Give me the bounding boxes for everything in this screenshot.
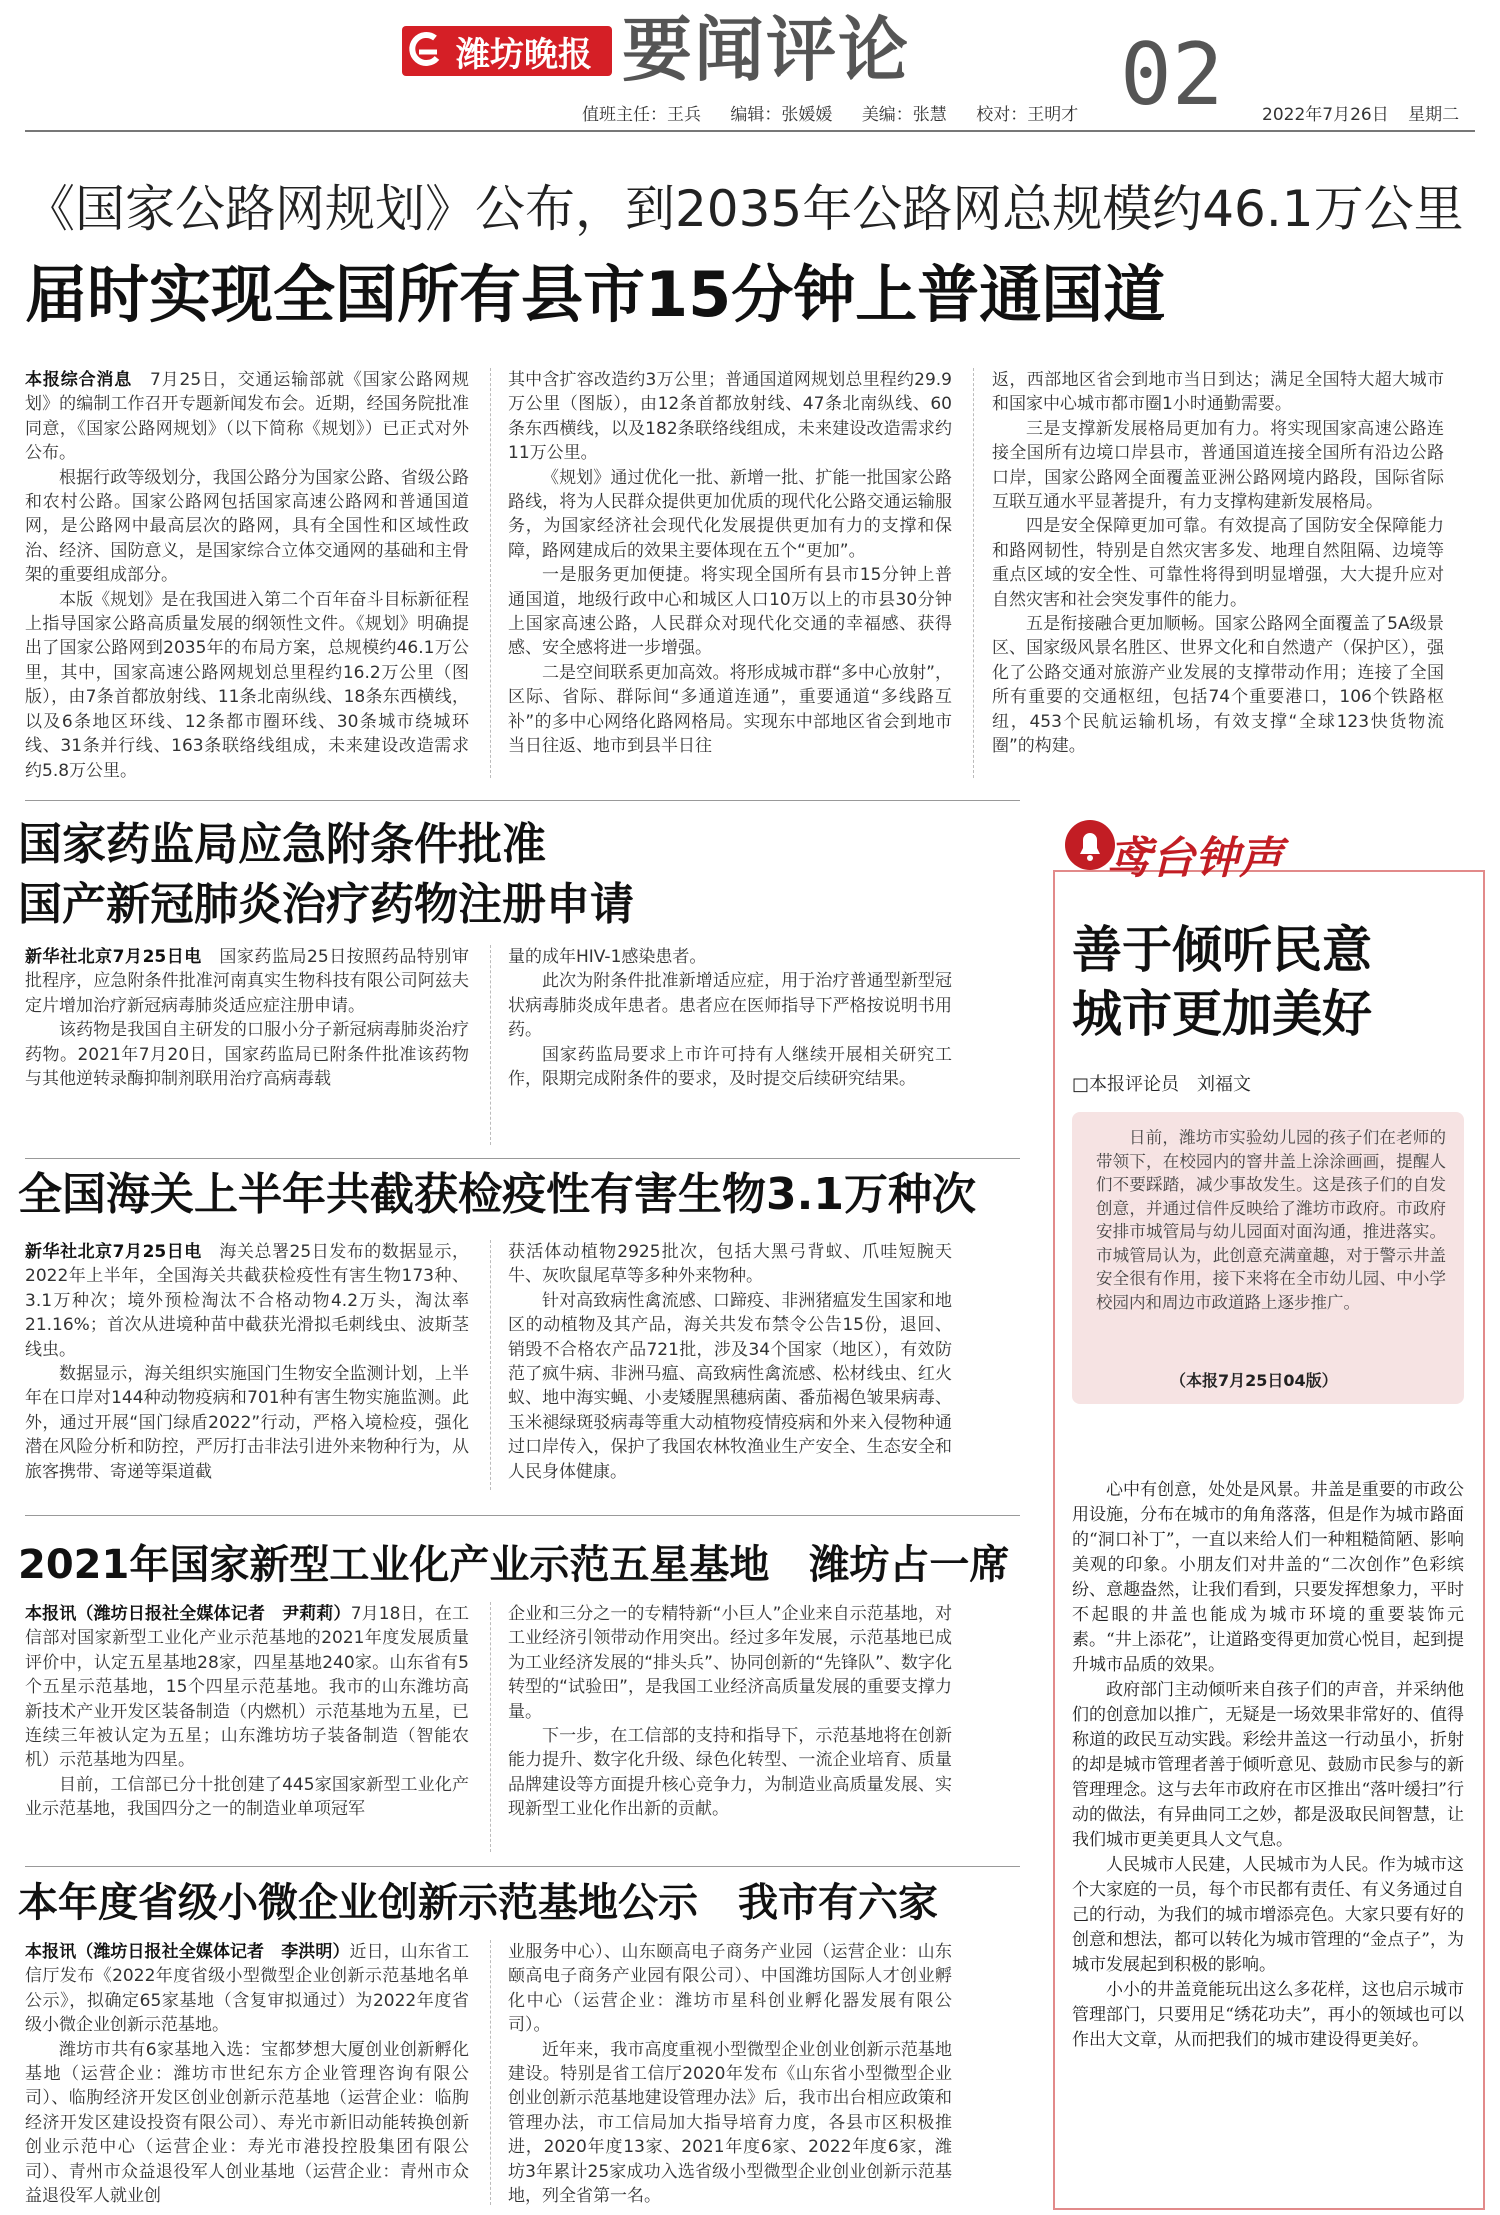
paragraph: 下一步，在工信部的支持和指导下，示范基地将在创新能力提升、数字化升级、绿色化转型、一流企业培育、质量品牌建设等方面提升核心竞争力，为制造业高质量发展、实现新型工业化作出新的贡献。 (508, 1726, 952, 1820)
paragraph: 数据显示，海关组织实施国门生物安全监测计划，上半年在口岸对144种动物疫病和701种有害生物实施监测。此外，通过开展“国门绿盾2022”行动，严格入境检疫，强化潜在风险分析和防控，严厉打击非法引进外来物种行为，从旅客携带、寄递等渠道截 (25, 1364, 469, 1482)
paragraph: 获活体动植物2925批次，包括大黑弓背蚁、爪哇短腕天牛、灰吹鼠尾草等多种外来物种。 (508, 1242, 952, 1287)
lead-pre-title: 《国家公路网规划》公布，到2035年公路网总规模约46.1万公里 (25, 180, 1464, 238)
sme-title: 本年度省级小微企业创新示范基地公示 我市有六家 (18, 1880, 938, 1926)
commentary-title (1072, 918, 1372, 1046)
customs-column-1 (25, 1240, 469, 1484)
drug-column-1 (25, 945, 469, 1091)
paragraph: 四是安全保障更加可靠。有效提高了国防安全保障能力和路网韧性，特别是自然灾害多发、地理自然阻隔、边境等重点区域的安全性、可靠性将得到明显增强，大大提升应对自然灾害和社会突发事件的能力。 (992, 516, 1444, 610)
lead-column-1 (25, 368, 469, 783)
column-divider (490, 945, 491, 1145)
paragraph: 根据行政等级划分，我国公路分为国家公路、省级公路和农村公路。国家公路网包括国家高速公路网和普通国道网，是公路网中最高层次的路网，具有全国性和区域性政治、经济、国防意义，是国家综合立体交通网的基础和主骨架的重要组成部分。 (25, 467, 469, 586)
section-divider (25, 800, 1020, 801)
commentary-title-line2: 城市更加美好 (1072, 985, 1372, 1043)
paragraph: 五是衔接融合更加顺畅。国家公路网全面覆盖了5A级景区、国家级风景名胜区、世界文化和自然遗产（保护区），强化了公路交通对旅游产业发展的支撑带动作用；连接了全国所有重要的交通枢纽，包括74个重要港口，106个铁路枢纽，453个民航运输机场，有效支撑“全球123快货物流圈”的构建。 (992, 614, 1444, 757)
industry-column-2 (508, 1602, 952, 1822)
paragraph: 本报综合消息 7月25日，交通运输部就《国家公路网规划》的编制工作召开专题新闻发布会。近期，经国务院批准同意，《国家公路网规划》（以下简称《规划》）已正式对外公布。 (25, 370, 469, 464)
dateline-label: 本报综合消息 (25, 370, 133, 390)
paragraph: 人民城市人民建，人民城市为人民。作为城市这个大家庭的一员，每个市民都有责任、有义务通过自己的行动，为我们的城市增添亮色。大家只要有好的创意和想法，都可以转化为城市管理的“金点子”，为城市发展起到积极的影响。 (1072, 1855, 1464, 1975)
section-divider (25, 1515, 1020, 1516)
lead-column-2 (508, 368, 952, 759)
column-brand-text: 鸢台钟声 (1107, 833, 1283, 884)
section-divider (25, 1158, 1020, 1159)
paragraph: 该药物是我国自主研发的口服小分子新冠病毒肺炎治疗药物。2021年7月20日，国家药监局已附条件批准该药物与其他逆转录酶抑制剂联用治疗高病毒载 (25, 1020, 469, 1090)
dateline-label: 本报讯（潍坊日报社全媒体记者 李洪明） (25, 1942, 350, 1962)
lead-column-3 (992, 368, 1444, 759)
masthead-divider (25, 130, 1475, 132)
page-number: 02 (1120, 25, 1224, 125)
customs-title: 全国海关上半年共截获检疫性有害生物3.1万种次 (18, 1169, 976, 1220)
drug-title-line1: 国家药监局应急附条件批准 (18, 819, 546, 870)
paragraph: 政府部门主动倾听来自孩子们的声音，并采纳他们的创意加以推广，无疑是一场效果非常好的、值得称道的政民互动实践。彩绘井盖这一行动虽小，折射的却是城市管理者善于倾听意见、鼓励市民参与的新管理理念。这与去年市政府在市区推出“落叶缓扫”行动的做法，有异曲同工之妙，都是汲取民间智慧，让我们城市更美更具人文气息。 (1072, 1680, 1464, 1850)
column-divider (490, 1940, 491, 2205)
paragraph: 潍坊市共有6家基地入选：宝都梦想大厦创业创新孵化基地（运营企业：潍坊市世纪东方企业管理咨询有限公司）、临朐经济开发区创业创新示范基地（运营企业：临朐经济开发区建设投资有限公司）、寿光市新旧动能转换创新创业示范中心（运营企业：寿光市港投控股集团有限公司）、青州市众益退役军人创业基地（运营企业：青州市众益退役军人就业创 (25, 2039, 469, 2207)
commentary-title-line1: 善于倾听民意 (1072, 921, 1372, 979)
column-divider (490, 368, 491, 778)
paragraph: 《规划》通过优化一批、新增一批、扩能一批国家公路路线，将为人民群众提供更加优质的现代化公路交通运输服务，为国家经济社会现代化发展提供更加有力的支撑和保障，路网建成后的效果主要体现在五个“更加”。 (508, 467, 952, 561)
dateline-label: 新华社北京7月25日电 (25, 1242, 202, 1262)
editor-credits (582, 100, 1102, 125)
industry-title: 2021年国家新型工业化产业示范五星基地 潍坊占一席 (18, 1542, 1010, 1588)
paragraph: 本报讯（潍坊日报社全媒体记者 李洪明）近日，山东省工信厅发布《2022年度省级小型微型企业创新示范基地名单公示》，拟确定65家基地（含复审拟通过）为2022年度省级小微企业创新示范基地。 (25, 1942, 470, 2036)
paragraph: 返，西部地区省会到地市当日到达；满足全国特大超大城市和国家中心城市都市圈1小时通勤需要。 (992, 370, 1444, 415)
lead-headline: 届时实现全国所有县市15分钟上普通国道 (25, 258, 1166, 331)
paragraph: 国家药监局要求上市许可持有人继续开展相关研究工作，限期完成附条件的要求，及时提交后续研究结果。 (508, 1044, 952, 1090)
drug-column-2 (508, 945, 952, 1091)
paragraph: 二是空间联系更加高效。将形成城市群“多中心放射”，区际、省际、群际间“多通道连通”，重要通道“多线路互补”的多中心网络化路网格局。实现东中部地区省会到地市当日往返、地市到县半日往 (508, 662, 952, 757)
issue-date (1262, 100, 1473, 125)
date: 2022年7月26日 (1262, 105, 1389, 125)
drug-title-line2: 国产新冠肺炎治疗药物注册申请 (18, 879, 634, 930)
paragraph: 近年来，我市高度重视小型微型企业创业创新示范基地建设。特别是省工信厅2020年发布《山东省小型微型企业创业创新示范基地建设管理办法》后，我市出台相应政策和管理办法，市工信局加大指导培育力度，各县市区积极推进，2020年度13家、2021年度6家、2022年度6家，潍坊3年累计25家成功入选省级小型微型企业创业创新示范基地，列全省第一名。 (508, 2039, 952, 2207)
editor-credit: 值班主任：王兵 (582, 105, 701, 125)
paragraph: 业服务中心）、山东颐高电子商务产业园（运营企业：山东颐高电子商务产业园有限公司）、中国潍坊国际人才创业孵化中心（运营企业：潍坊市星科创业孵化器发展有限公司）。 (508, 1942, 952, 2036)
paragraph: 量的成年HIV-1感染患者。 (508, 947, 707, 967)
editor-credit: 校对：王明才 (976, 105, 1079, 125)
commentary-body (1072, 1478, 1464, 2053)
industry-column-1 (25, 1602, 469, 1822)
dateline-label: 本报讯（潍坊日报社全媒体记者 尹莉莉） (25, 1604, 351, 1624)
excerpt-source: （本报7月25日04版） (1170, 1371, 1338, 1390)
paragraph: 新华社北京7月25日电 海关总署25日发布的数据显示，2022年上半年，全国海关共截获检疫性有害生物173种、3.1万种次；境外预检淘汰不合格动物4.2万头，淘汰率21.16%；首次从进境种苗中截获光滑拟毛刺线虫、波斯茎线虫。 (25, 1242, 469, 1360)
section-divider (25, 1866, 1020, 1867)
customs-column-2 (508, 1240, 952, 1484)
column-divider (973, 368, 974, 778)
paragraph: 新华社北京7月25日电 国家药监局25日按照药品特别审批程序，应急附条件批准河南真实生物科技有限公司阿兹夫定片增加治疗新冠病毒肺炎适应症注册申请。 (25, 947, 469, 1016)
paragraph: 针对高致病性禽流感、口蹄疫、非洲猪瘟发生国家和地区的动植物及其产品，海关共发布禁令公告15份，退回、销毁不合格农产品721批，涉及34个国家（地区），有效防范了疯牛病、非洲马瘟、高致病性禽流感、松材线虫、红火蚁、地中海实蝇、小麦矮腥黑穗病菌、番茄褐色皱果病毒、玉米褪绿斑驳病毒等重大动植物疫情疫病和外来入侵物种通过口岸传入，保护了我国农林牧渔业生产安全、生态安全和人民身体健康。 (508, 1290, 952, 1482)
paragraph: 心中有创意，处处是风景。井盖是重要的市政公用设施，分布在城市的角角落落，但是作为城市路面的“洞口补丁”，一直以来给人们一种粗糙简陋、影响美观的印象。小朋友们对井盖的“二次创作”色彩缤纷、意趣盎然，让我们看到，只要发挥想象力，平时不起眼的井盖也能成为城市环境的重要装饰元素。“井上添花”，让道路变得更加赏心悦目，起到提升城市品质的效果。 (1072, 1480, 1464, 1675)
brand-name: 潍坊晚报 (456, 34, 592, 75)
brand-logo-icon (405, 28, 447, 74)
commentary-byline: □本报评论员 刘福文 (1072, 1074, 1252, 1095)
paragraph: 本版《规划》是在我国进入第二个百年奋斗目标新征程上指导国家公路高质量发展的纲领性文件。《规划》明确提出了国家公路网到2035年的布局方案，总规模约46.1万公里，其中，国家高速公路网规划总里程约16.2万公里（图版），由7条首都放射线、11条北南纵线、18条东西横线，以及6条地区环线、12条都市圈环线、30条城市绕城环线、31条并行线、163条联络线组成，未来建设改造需求约5.8万公里。 (25, 589, 469, 781)
paragraph: 日前，潍坊市实验幼儿园的孩子们在老师的带领下，在校园内的窨井盖上涂涂画画，提醒人们不要踩踏，减少事故发生。这是孩子们的自发创意，并通过信件反映给了潍坊市政府。市政府安排市城管局与幼儿园面对面沟通，推进落实。市城管局认为，此创意充满童趣，对于警示井盖安全很有作用，接下来将在全市幼儿园、中小学校园内和周边市政道路上逐步推广。 (1096, 1128, 1446, 1312)
column-brand (1107, 822, 1283, 886)
paragraph: 小小的井盖竟能玩出这么多花样，这也启示城市管理部门，只要用足“绣花功夫”，再小的领域也可以作出大文章，从而把我们的城市建设得更美好。 (1072, 1980, 1464, 2050)
paragraph: 目前，工信部已分十批创建了445家国家新型工业化产业示范基地，我国四分之一的制造业单项冠军 (25, 1774, 469, 1820)
paragraph: 三是支撑新发展格局更加有力。将实现国家高速公路连接全国所有边境口岸县市，普通国道连接全国所有沿边公路口岸，国家公路网全面覆盖亚洲公路网境内路段，国际省际互联互通水平显著提升，有力支撑构建新发展格局。 (992, 418, 1444, 513)
paragraph: 本报讯（潍坊日报社全媒体记者 尹莉莉）7月18日，在工信部对国家新型工业化产业示范基地的2021年度发展质量评价中，认定五星基地28家，四星基地240家。山东省有5个五星示范基地，15个四星示范基地。我市的山东潍坊高新技术产业开发区装备制造（内燃机）示范基地为五星，已连续三年被认定为五星；山东潍坊坊子装备制造（智能农机）示范基地为四星。 (25, 1604, 470, 1771)
column-divider (490, 1602, 491, 1852)
paragraph: 一是服务更加便捷。将实现全国所有县市15分钟上普通国道，地级行政中心和城区人口10万以上的市县30分钟上国家高速公路，人民群众对现代化交通的幸福感、获得感、安全感将进一步增强。 (508, 565, 952, 659)
column-divider (490, 1240, 491, 1490)
sme-column-1 (25, 1940, 469, 2208)
editor-credit: 美编：张慧 (861, 105, 947, 125)
section-title: 要闻评论 (622, 9, 910, 91)
sme-column-2 (508, 1940, 952, 2208)
excerpt-text (1096, 1126, 1446, 1314)
paragraph: 企业和三分之一的专精特新“小巨人”企业来自示范基地，对工业经济引领带动作用突出。经过多年发展，示范基地已成为工业经济发展的“排头兵”、协同创新的“先锋队”、数字化转型的“试验田”，是我国工业经济高质量发展的重要支撑力量。 (508, 1604, 952, 1722)
dateline-label: 新华社北京7月25日电 (25, 947, 202, 967)
weekday: 星期二 (1408, 105, 1460, 125)
paragraph: 此次为附条件批准新增适应症，用于治疗普通型新型冠状病毒肺炎成年患者。患者应在医师指导下严格按说明书用药。 (508, 971, 952, 1041)
editor-credit: 编辑：张媛媛 (730, 105, 833, 125)
paragraph: 其中含扩容改造约3万公里；普通国道网规划总里程约29.9万公里（图版），由12条首都放射线、47条北南纵线、60条东西横线，以及182条联络线组成，未来建设改造需求约11万公里。 (508, 370, 952, 464)
